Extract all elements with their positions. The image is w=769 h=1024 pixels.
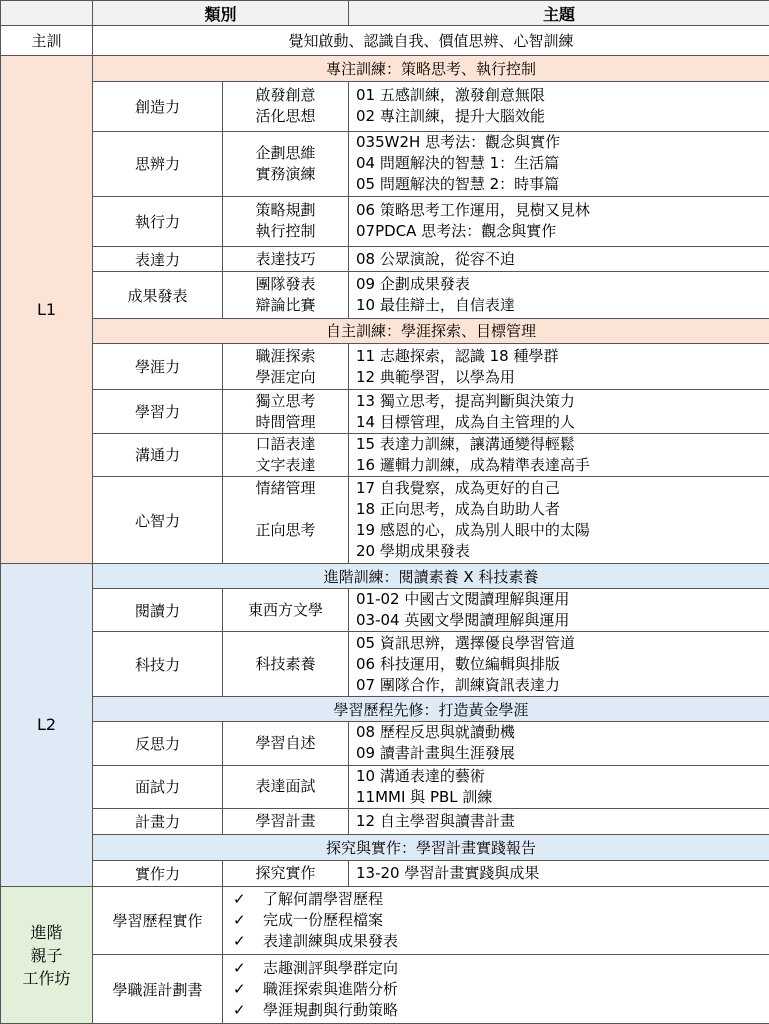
topic-line: 11 志趣探索，認識 18 種學群 — [356, 346, 559, 365]
topic-cell — [349, 861, 769, 886]
section-title-row — [1, 563, 769, 588]
skill-line: 實務演練 — [255, 164, 316, 183]
ability-cell: 表達力 — [93, 247, 223, 272]
topic-line: 10 最佳辯士，自信表達 — [356, 296, 515, 315]
course-row — [1, 81, 769, 131]
course-row — [1, 390, 769, 433]
skill-line: 策略規劃 — [255, 201, 316, 220]
ability-cell: 計畫力 — [93, 809, 223, 835]
topic-line: 11MMI 與 PBL 訓練 — [356, 787, 493, 806]
topic-line: 06 策略思考工作運用，見樹又見林 — [356, 201, 590, 220]
topic-cell — [349, 196, 769, 246]
topic-cell — [349, 390, 769, 433]
topic-line: 16 邏輯力訓練，成為精準表達高手 — [356, 455, 590, 474]
course-row — [1, 589, 769, 632]
topic-line: 08 歷程反思與就讀動機 — [356, 723, 515, 742]
check-icon: ✓ — [233, 931, 246, 950]
topic-cell — [349, 809, 769, 835]
course-row — [1, 632, 769, 697]
checklist-item — [233, 958, 769, 979]
topic-line: 07PDCA 思考法：觀念與實作 — [356, 222, 557, 241]
checklist-item — [233, 979, 769, 1000]
topic-line: 04 問題解決的智慧 1：生活篇 — [356, 154, 560, 173]
topic-line: 12 典範學習，以學為用 — [356, 367, 515, 386]
course-row — [1, 272, 769, 318]
topic-line: 10 溝通表達的藝術 — [356, 766, 485, 785]
topic-cell — [349, 132, 769, 197]
topic-line: 13 獨立思考，提高判斷與決策力 — [356, 391, 575, 410]
header-topic: 主題 — [349, 1, 769, 26]
skill-line: 學習計畫 — [255, 812, 316, 831]
skill-cell — [223, 861, 349, 886]
checklist-item-text: 職涯探索與進階分析 — [263, 979, 399, 998]
section-title-row — [1, 835, 769, 861]
section-title: 學習歷程先修：打造黃金學涯 — [93, 697, 769, 722]
skill-line: 口語表達 — [255, 434, 316, 453]
checklist-item-text: 志趣測評與學群定向 — [263, 958, 399, 977]
checklist-item — [233, 910, 769, 931]
header-category: 類別 — [93, 1, 349, 26]
workshop-name: 學職涯計劃書 — [93, 955, 223, 1024]
main-training-label: 主訓 — [1, 26, 93, 56]
section-title: 自主訓練：學涯探索、目標管理 — [93, 318, 769, 343]
l2-level-label: L2 — [1, 563, 93, 886]
topic-cell — [349, 272, 769, 318]
ability-cell: 實作力 — [93, 861, 223, 886]
topic-line: 06 科技運用，數位編輯與排版 — [356, 654, 560, 673]
skill-line: 辯論比賽 — [255, 296, 316, 315]
skill-cell — [223, 589, 349, 632]
ability-cell: 溝通力 — [93, 433, 223, 476]
main-training-row — [1, 26, 769, 56]
check-icon: ✓ — [233, 1000, 246, 1019]
skill-cell — [223, 632, 349, 697]
topic-line: 14 目標管理，成為自主管理的人 — [356, 412, 575, 431]
skill-cell — [223, 81, 349, 131]
skill-line: 情緒管理 — [255, 479, 316, 498]
skill-line: 企劃思維 — [255, 143, 316, 162]
skill-cell — [223, 196, 349, 246]
topic-cell — [349, 433, 769, 476]
topic-cell — [349, 81, 769, 131]
skill-line: 時間管理 — [255, 412, 316, 431]
course-row — [1, 343, 769, 389]
skill-line: 表達面試 — [255, 777, 316, 796]
skill-line: 文字表達 — [255, 455, 316, 474]
topic-cell — [349, 722, 769, 765]
skill-line: 科技素養 — [255, 654, 316, 673]
skill-cell — [223, 132, 349, 197]
workshop-label-line: 進階 — [30, 923, 63, 943]
l1-level-label: L1 — [1, 56, 93, 563]
topic-line: 01 五感訓練，激發創意無限 — [356, 86, 545, 105]
checklist-item-text: 了解何謂學習歷程 — [263, 889, 384, 908]
check-icon: ✓ — [233, 979, 246, 998]
skill-line: 學涯定向 — [255, 367, 316, 386]
checklist-item — [233, 931, 769, 952]
topic-line: 08 公眾演說，從容不迫 — [356, 249, 515, 268]
skill-line: 學習自述 — [255, 733, 316, 752]
skill-cell — [223, 809, 349, 835]
check-icon: ✓ — [233, 958, 246, 977]
skill-line: 職涯探索 — [255, 346, 316, 365]
section-title-row — [1, 56, 769, 81]
topic-line: 01-02 中國古文閱讀理解與運用 — [356, 590, 570, 609]
topic-line: 03-04 英國文學閱讀理解與運用 — [356, 611, 570, 630]
ability-cell: 閱讀力 — [93, 589, 223, 632]
ability-cell: 思辨力 — [93, 132, 223, 197]
workshop-row — [1, 886, 769, 955]
topic-line: 09 讀書計畫與生涯發展 — [356, 744, 515, 763]
check-icon: ✓ — [233, 910, 246, 929]
skill-gap — [223, 499, 348, 520]
topic-cell — [349, 477, 769, 564]
workshop-checklist — [223, 955, 769, 1024]
skill-cell — [223, 433, 349, 476]
topic-line: 20 學期成果發表 — [356, 542, 470, 561]
section-title-row — [1, 697, 769, 722]
workshop-row — [1, 955, 769, 1024]
ability-cell: 面試力 — [93, 765, 223, 808]
course-row — [1, 477, 769, 564]
topic-cell — [349, 247, 769, 272]
skill-line: 啟發創意 — [255, 86, 316, 105]
section-title-row — [1, 318, 769, 343]
header-blank — [1, 1, 93, 26]
topic-line: 19 感恩的心，成為別人眼中的太陽 — [356, 521, 590, 540]
course-row — [1, 765, 769, 808]
skill-line: 執行控制 — [255, 222, 316, 241]
topic-cell — [349, 765, 769, 808]
topic-line: 035W2H 思考法：觀念與實作 — [356, 133, 561, 152]
workshop-name: 學習歷程實作 — [93, 886, 223, 955]
skill-cell — [223, 272, 349, 318]
course-row — [1, 132, 769, 197]
topic-line: 17 自我覺察，成為更好的自己 — [356, 479, 560, 498]
check-icon: ✓ — [233, 889, 246, 908]
course-row — [1, 433, 769, 476]
topic-line: 05 問題解決的智慧 2：時事篇 — [356, 175, 560, 194]
skill-cell — [223, 247, 349, 272]
skill-line: 獨立思考 — [255, 391, 316, 410]
course-row — [1, 861, 769, 886]
checklist-item — [233, 1000, 769, 1021]
skill-cell — [223, 722, 349, 765]
topic-line: 02 專注訓練，提升大腦效能 — [356, 107, 545, 126]
ability-cell: 科技力 — [93, 632, 223, 697]
ability-cell: 創造力 — [93, 81, 223, 131]
topic-line: 13-20 學習計畫實踐與成果 — [356, 864, 540, 883]
skill-cell — [223, 765, 349, 808]
topic-line: 15 表達力訓練，讓溝通變得輕鬆 — [356, 434, 575, 453]
topic-line: 05 資訊思辨，選擇優良學習管道 — [356, 633, 575, 652]
section-title: 進階訓練：閱讀素養 X 科技素養 — [93, 563, 769, 588]
topic-line: 09 企劃成果發表 — [356, 275, 470, 294]
workshop-level-label — [1, 886, 93, 1023]
topic-cell — [349, 343, 769, 389]
section-title: 探究與實作：學習計畫實踐報告 — [93, 835, 769, 861]
checklist-item — [233, 889, 769, 910]
ability-cell: 學習力 — [93, 390, 223, 433]
topic-line: 07 團隊合作，訓練資訊表達力 — [356, 675, 560, 694]
workshop-label-line: 工作坊 — [22, 969, 71, 989]
skill-cell — [223, 390, 349, 433]
course-row — [1, 247, 769, 272]
ability-cell: 反思力 — [93, 722, 223, 765]
skill-line: 團隊發表 — [255, 275, 316, 294]
workshop-label-line: 親子 — [30, 946, 63, 966]
skill-line: 探究實作 — [255, 864, 316, 883]
ability-cell: 學涯力 — [93, 343, 223, 389]
ability-cell: 心智力 — [93, 477, 223, 564]
ability-cell: 成果發表 — [93, 272, 223, 318]
course-row — [1, 196, 769, 246]
skill-line: 表達技巧 — [255, 249, 316, 268]
section-title: 專注訓練：策略思考、執行控制 — [93, 56, 769, 81]
topic-line: 12 自主學習與讀書計畫 — [356, 812, 515, 831]
checklist-item-text: 表達訓練與成果發表 — [263, 931, 399, 950]
checklist-item-text: 完成一份歷程檔案 — [263, 910, 384, 929]
topic-line: 18 正向思考，成為自助助人者 — [356, 500, 560, 519]
checklist-item-text: 學涯規劃與行動策略 — [263, 1000, 399, 1019]
curriculum-table-body — [1, 1, 769, 1024]
skill-line: 活化思想 — [255, 107, 316, 126]
topic-cell — [349, 589, 769, 632]
skill-line: 正向思考 — [255, 521, 316, 540]
workshop-checklist — [223, 886, 769, 955]
course-row — [1, 722, 769, 765]
skill-gap — [223, 541, 348, 562]
ability-cell: 執行力 — [93, 196, 223, 246]
skill-cell — [223, 477, 349, 564]
skill-line: 東西方文學 — [248, 600, 324, 619]
main-training-value: 覺知啟動、認識自我、價值思辨、心智訓練 — [93, 26, 769, 56]
skill-cell — [223, 343, 349, 389]
topic-cell — [349, 632, 769, 697]
header-row — [1, 1, 769, 26]
course-row — [1, 809, 769, 835]
